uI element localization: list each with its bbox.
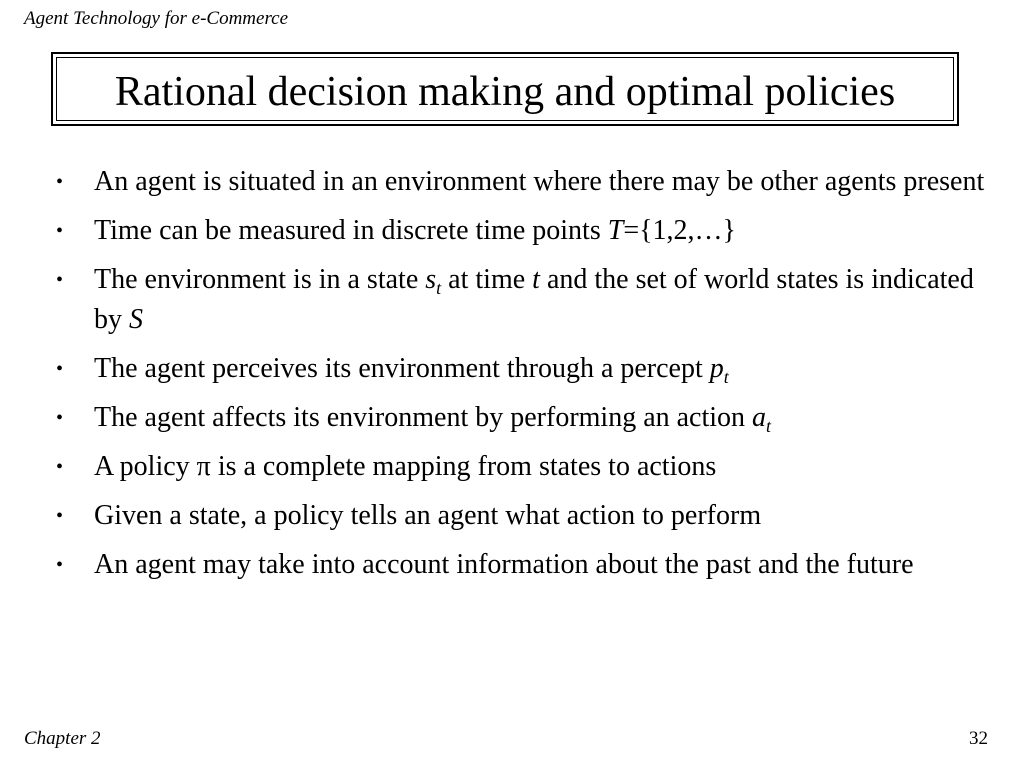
bullet-text-segment: and the set of world states is indicated by: [94, 264, 974, 335]
course-header: Agent Technology for e-Commerce: [24, 8, 289, 29]
slide-title: Rational decision making and optimal policies: [114, 69, 896, 115]
bullet-text-segment: A policy: [94, 451, 197, 482]
bullet-text-segment: is a complete mapping from states to actions: [210, 451, 717, 482]
bullet-text-segment: An agent may take into account information about the past and the future: [94, 549, 914, 580]
bullet-dot-icon: •: [56, 554, 64, 576]
bullet-text-segment: π: [196, 451, 211, 482]
bullet-list: [54, 162, 994, 594]
bullet-item: [54, 545, 994, 585]
bullet-text-segment: t: [532, 264, 540, 295]
bullet-text-segment: ={1,2,…}: [623, 215, 736, 246]
bullet-dot-icon: •: [56, 456, 64, 478]
bullet-text-segment: s: [425, 264, 437, 295]
bullet-text-segment: Time can be measured in discrete time points: [94, 215, 608, 246]
bullet-dot-icon: •: [56, 505, 64, 527]
bullet-item: [54, 496, 994, 536]
bullet-item: [54, 162, 994, 202]
page-number: 32: [969, 728, 988, 749]
bullet-item: [54, 260, 994, 340]
bullet-text-segment: p: [709, 353, 724, 384]
bullet-text-segment: t: [766, 416, 772, 436]
bullet-text-segment: The agent perceives its environment through a percept: [94, 353, 710, 384]
bullet-dot-icon: •: [56, 407, 64, 429]
bullet-dot-icon: •: [56, 171, 64, 193]
bullet-item: [54, 211, 994, 251]
bullet-dot-icon: •: [56, 358, 64, 380]
bullet-item: [54, 447, 994, 487]
bullet-text-segment: T: [607, 215, 624, 246]
title-frame: [51, 52, 959, 126]
chapter-label: Chapter 2: [24, 728, 101, 749]
bullet-text-segment: t: [436, 278, 442, 298]
bullet-text-segment: a: [752, 402, 767, 433]
bullet-dot-icon: •: [56, 269, 64, 291]
bullet-dot-icon: •: [56, 220, 64, 242]
bullet-text-segment: S: [129, 304, 143, 335]
bullet-text-segment: at time: [441, 264, 533, 295]
bullet-text-segment: t: [723, 367, 729, 387]
bullet-text-segment: An agent is situated in an environment where there may be other agents present: [94, 166, 985, 197]
bullet-item: [54, 349, 994, 389]
bullet-text-segment: Given a state, a policy tells an agent what action to perform: [94, 500, 762, 531]
bullet-text-segment: The agent affects its environment by performing an action: [94, 402, 753, 433]
bullet-text-segment: The environment is in a state: [94, 264, 426, 295]
bullet-item: [54, 398, 994, 438]
